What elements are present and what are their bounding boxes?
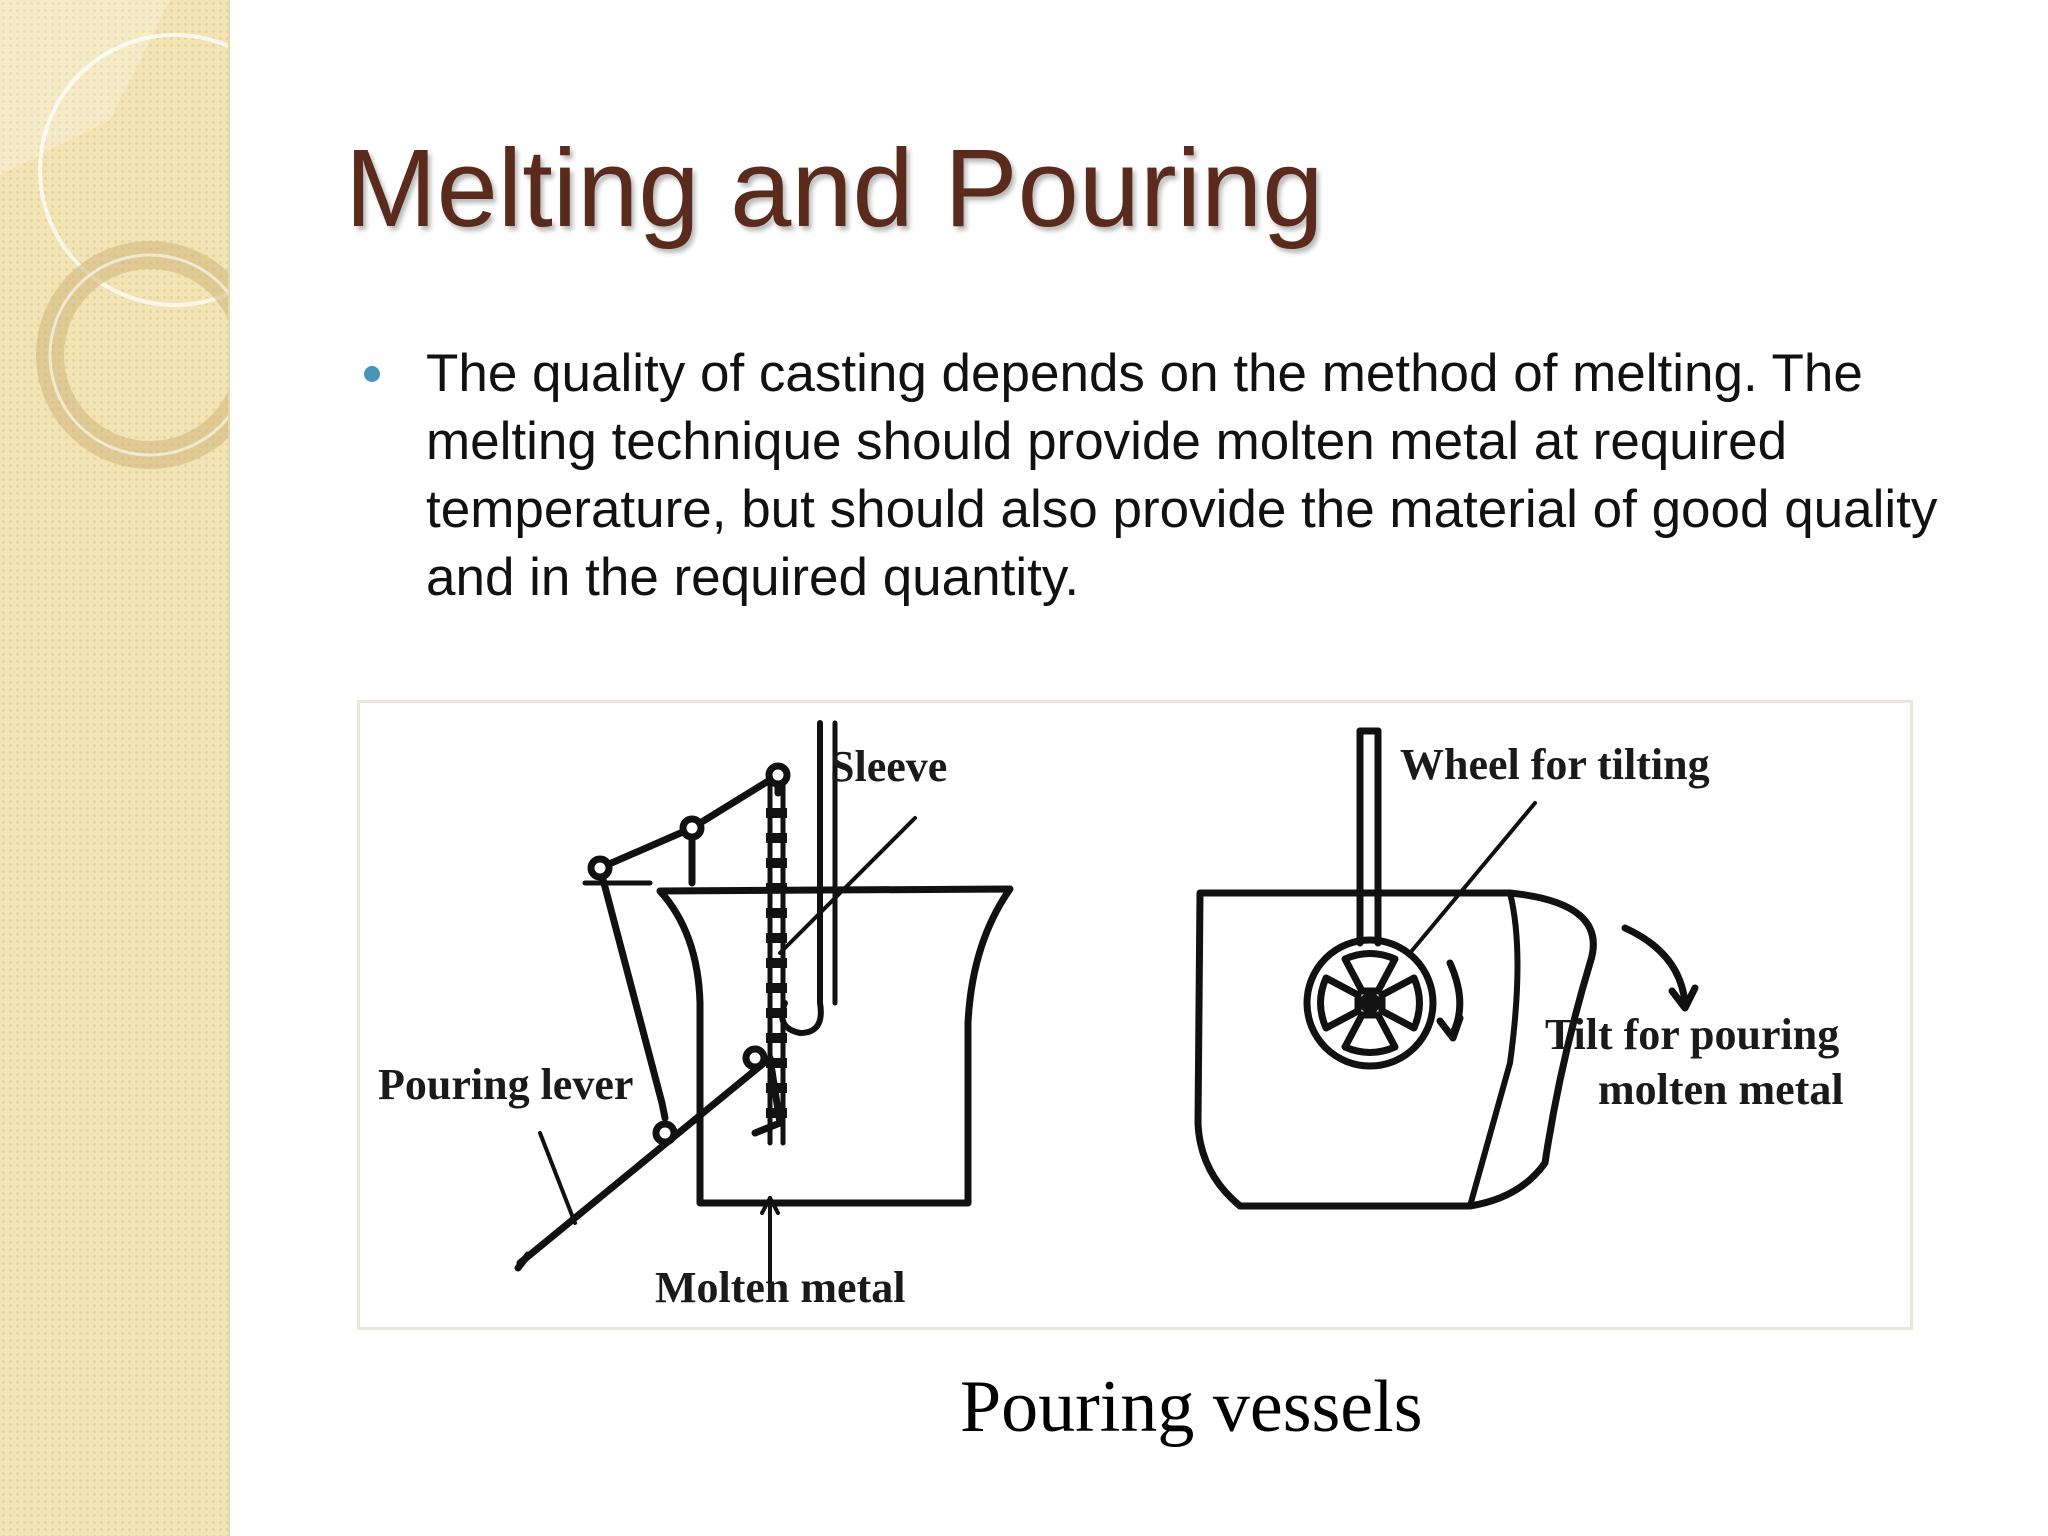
pouring-lever-label: Pouring lever <box>378 1060 634 1109</box>
decorative-sidebar <box>0 0 230 1536</box>
bullet-text: The quality of casting depends on the method of melting. The melting technique should provide molten metal at required temperature, but should also provide the material of good quality and in the required quantity. <box>426 344 1938 607</box>
wheel-for-tilting-label: Wheel for tilting <box>1400 740 1710 789</box>
tilt-label-line2: molten metal <box>1598 1065 1844 1114</box>
bullet-list <box>364 340 2004 612</box>
sleeve-label: Sleeve <box>830 742 948 791</box>
decorative-circles <box>0 0 228 1536</box>
slide-title: Melting and Pouring <box>345 127 1324 250</box>
bullet-item <box>364 340 2004 612</box>
pouring-vessels-figure <box>357 700 1913 1330</box>
tilt-label-line1: Tilt for pouring <box>1545 1010 1840 1059</box>
molten-metal-label: Molten metal <box>655 1263 906 1312</box>
bullet-dot-icon <box>364 366 380 382</box>
figure-caption: Pouring vessels <box>960 1366 1423 1448</box>
